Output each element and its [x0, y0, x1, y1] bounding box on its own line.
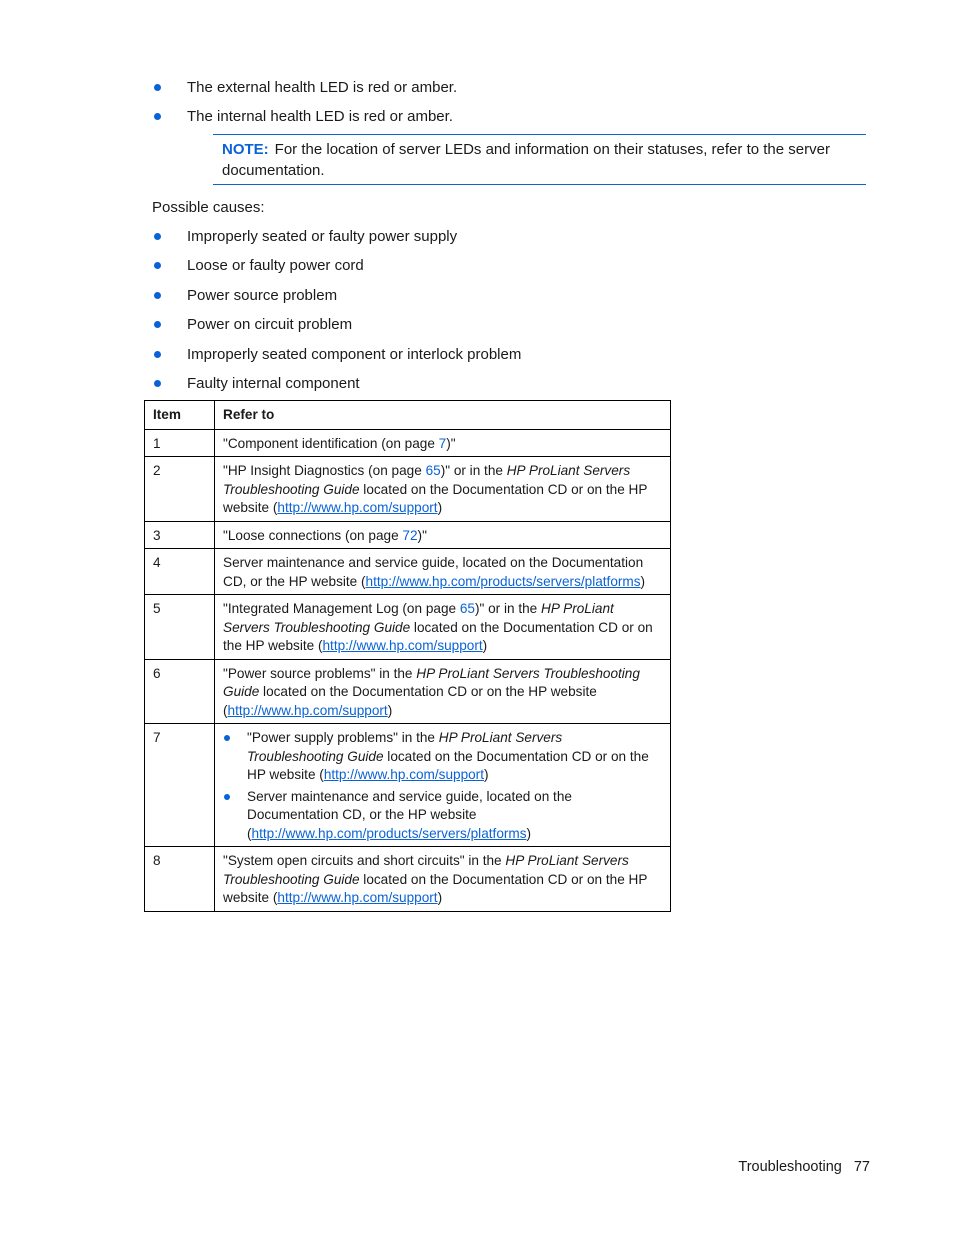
- guide-title: HP ProLiant Servers Troubleshooting Guide: [223, 665, 640, 699]
- guide-title: HP ProLiant Servers Troubleshooting Guide: [223, 463, 631, 497]
- reference-cell: "Component identification (on page 7)": [215, 429, 671, 457]
- bullet-icon: [154, 321, 161, 328]
- list-item: The internal health LED is red or amber.: [152, 108, 457, 126]
- list-item: Faulty internal component: [152, 375, 521, 393]
- item-number: 4: [145, 549, 215, 595]
- bullet-icon: [154, 233, 161, 240]
- bullet-icon: [224, 735, 230, 741]
- table-row: [145, 457, 671, 522]
- list-item: Improperly seated or faulty power supply: [152, 228, 521, 246]
- column-header-refer-to: Refer to: [215, 401, 671, 430]
- reference-cell: [215, 724, 671, 847]
- table-header-row: [145, 401, 671, 430]
- table-row: [145, 429, 671, 457]
- causes-list: [152, 228, 521, 404]
- note-label: NOTE:: [222, 141, 269, 158]
- table-row: [145, 724, 671, 847]
- url-link[interactable]: http://www.hp.com/products/servers/platforms: [365, 573, 641, 589]
- url-link[interactable]: http://www.hp.com/support: [323, 767, 484, 782]
- list-item: Server maintenance and service guide, located on the Documentation CD, or the HP website (http://www.hp.com/products/servers/platforms): [223, 788, 662, 844]
- column-header-item: Item: [145, 401, 215, 430]
- table-row: [145, 595, 671, 660]
- page-number: 77: [853, 1159, 870, 1175]
- url-link[interactable]: http://www.hp.com/support: [322, 638, 483, 653]
- guide-title: HP ProLiant Servers Troubleshooting Guide: [223, 853, 629, 887]
- bullet-icon: [154, 113, 161, 120]
- reference-sublist: [223, 729, 662, 843]
- url-link[interactable]: http://www.hp.com/support: [277, 890, 438, 905]
- bullet-icon: [224, 794, 230, 800]
- url-link[interactable]: http://www.hp.com/support: [277, 500, 438, 515]
- reference-cell: "System open circuits and short circuits" in the HP ProLiant Servers Troubleshooting Guide located on the Documentation CD or on the HP website (http://www.hp.com/support): [215, 847, 671, 912]
- item-number: 7: [145, 724, 215, 847]
- reference-cell: "Power source problems" in the HP ProLiant Servers Troubleshooting Guide located on the Documentation CD or on the HP website (http://www.hp.com/support): [215, 659, 671, 724]
- list-item: Power source problem: [152, 287, 521, 305]
- note-box: [213, 134, 866, 185]
- reference-cell: "HP Insight Diagnostics (on page 65)" or in the HP ProLiant Servers Troubleshooting Guide located on the Documentation CD or on the HP website (http://www.hp.com/support): [215, 457, 671, 522]
- reference-cell: "Integrated Management Log (on page 65)" or in the HP ProLiant Servers Troubleshooting Guide located on the Documentation CD or on the HP website (http://www.hp.com/support): [215, 595, 671, 660]
- list-item: Improperly seated component or interlock problem: [152, 346, 521, 364]
- reference-cell: Server maintenance and service guide, located on the Documentation CD, or the HP website (http://www.hp.com/products/servers/platforms): [215, 549, 671, 595]
- possible-causes-heading: Possible causes:: [152, 199, 265, 216]
- led-condition-list: [152, 79, 457, 137]
- bullet-icon: [154, 84, 161, 91]
- url-link[interactable]: http://www.hp.com/products/servers/platforms: [251, 825, 527, 841]
- item-number: 8: [145, 847, 215, 912]
- item-number: 6: [145, 659, 215, 724]
- item-number: 3: [145, 521, 215, 549]
- page-footer: [738, 1159, 870, 1175]
- table-row: [145, 549, 671, 595]
- bullet-icon: [154, 351, 161, 358]
- bullet-icon: [154, 262, 161, 269]
- list-item: "Power supply problems" in the HP ProLiant Servers Troubleshooting Guide located on the Documentation CD or on the HP website (http://www.hp.com/support): [223, 729, 662, 785]
- footer-section: Troubleshooting: [738, 1159, 842, 1175]
- note-text: For the location of server LEDs and information on their statuses, refer to the server documentation.: [222, 141, 830, 179]
- url-link[interactable]: http://www.hp.com/support: [227, 702, 388, 718]
- table-row: [145, 847, 671, 912]
- item-number: 2: [145, 457, 215, 522]
- table-row: [145, 521, 671, 549]
- bullet-icon: [154, 292, 161, 299]
- guide-title: HP ProLiant Servers Troubleshooting Guide: [223, 601, 614, 635]
- reference-cell: "Loose connections (on page 72)": [215, 521, 671, 549]
- page-link[interactable]: 65: [425, 463, 441, 478]
- page-link[interactable]: 65: [459, 601, 475, 616]
- item-number: 5: [145, 595, 215, 660]
- page-link[interactable]: 72: [402, 527, 418, 543]
- bullet-icon: [154, 380, 161, 387]
- list-item: Loose or faulty power cord: [152, 257, 521, 275]
- reference-table: [144, 400, 671, 912]
- page-link[interactable]: 7: [438, 435, 447, 451]
- item-number: 1: [145, 429, 215, 457]
- guide-title: HP ProLiant Servers Troubleshooting Guide: [247, 730, 563, 764]
- list-item: The external health LED is red or amber.: [152, 79, 457, 97]
- list-item: Power on circuit problem: [152, 316, 521, 334]
- table-row: [145, 659, 671, 724]
